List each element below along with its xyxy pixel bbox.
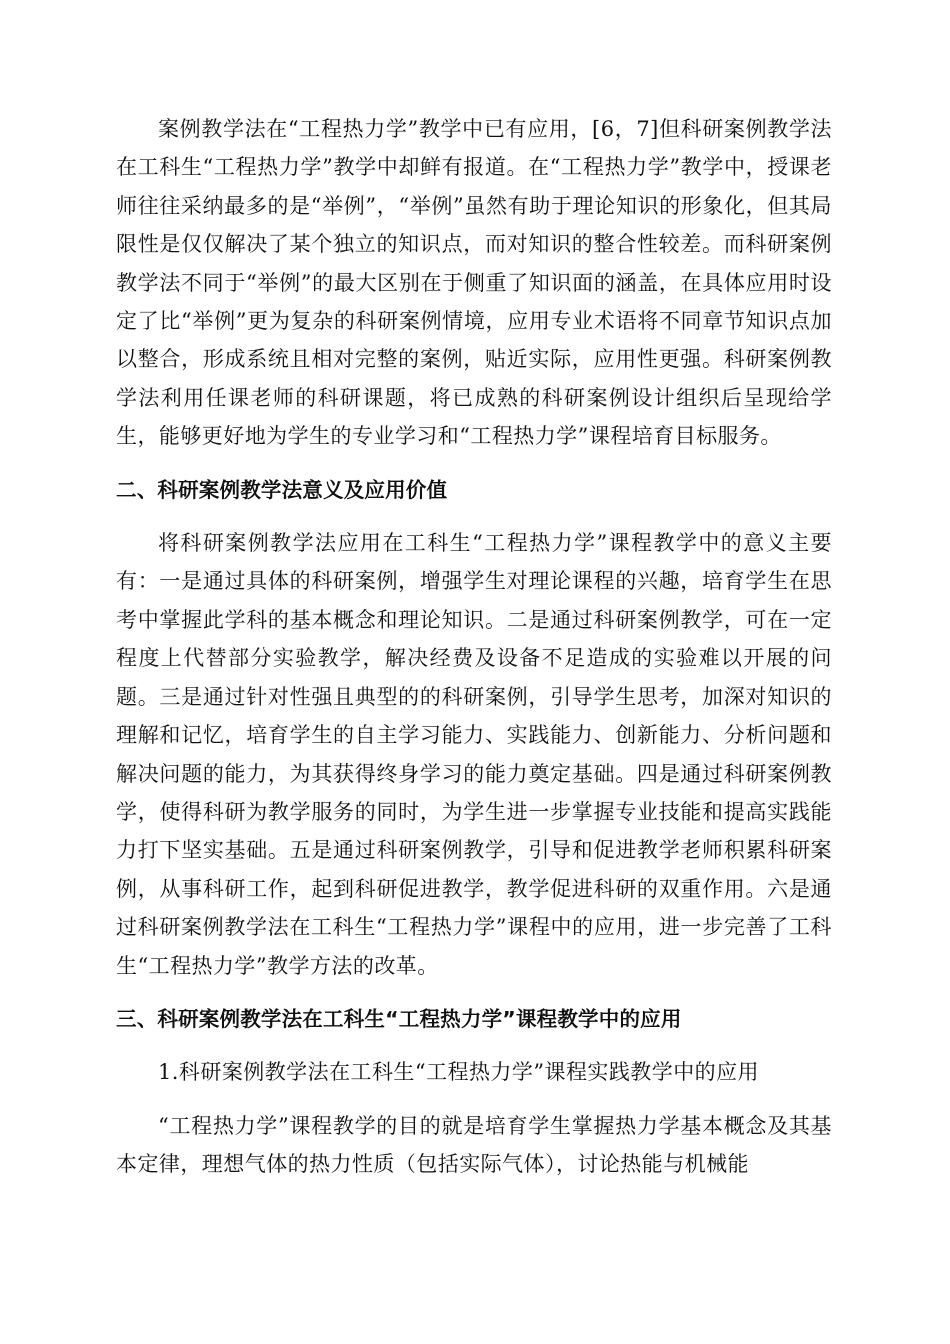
- document-body: [116, 110, 832, 1184]
- body-paragraph: 案例教学法在“工程热力学”教学中已有应用，[6，7]但科研案例教学法在工科生“工程热力学”教学中却鲜有报道。在“工程热力学”教学中，授课老师往往采纳最多的是“举例”，“举例”虽然有助于理论知识的形象化，但其局限性是仅仅解决了某个独立的知识点，而对知识的整合性较差。而科研案例教学法不同于“举例”的最大区别在于侧重了知识面的涵盖，在具体应用时设定了比“举例”更为复杂的科研案例情境，应用专业术语将不同章节知识点加以整合，形成系统且相对完整的案例，贴近实际，应用性更强。科研案例教学法利用任课老师的科研课题，将已成熟的科研案例设计组织后呈现给学生，能够更好地为学生的专业学习和“工程热力学”课程培育目标服务。: [116, 117, 832, 449]
- section-heading-3: 三、科研案例教学法在工科生“工程热力学”课程教学中的应用: [116, 1006, 682, 1031]
- body-paragraph: 将科研案例教学法应用在工科生“工程热力学”课程教学中的意义主要有：一是通过具体的科研案例，增强学生对理论课程的兴趣，培育学生在思考中掌握此学科的基本概念和理论知识。二是通过科研案例教学，可在一定程度上代替部分实验教学，解决经费及设备不足造成的实验难以开展的问题。三是通过针对性强且典型的的科研案例，引导学生思考，加深对知识的理解和记忆，培育学生的自主学习能力、实践能力、创新能力、分析问题和解决问题的能力，为其获得终身学习的能力奠定基础。四是通过科研案例教学，使得科研为教学服务的同时，为学生进一步掌握专业技能和提高实践能力打下坚实基础。五是通过科研案例教学，引导和促进教学老师积累科研案例，从事科研工作，起到科研促进教学，教学促进科研的双重作用。六是通过科研案例教学法在工科生“工程热力学”课程中的应用，进一步完善了工科生“工程热力学”教学方法的改革。: [116, 531, 832, 978]
- body-paragraph: “工程热力学”课程教学的目的就是培育学生掌握热力学基本概念及其基本定律，理想气体的热力性质（包括实际气体），讨论热能与机械能: [116, 1113, 832, 1177]
- subsection-heading: 1.科研案例教学法在工科生“工程热力学”课程实践教学中的应用: [158, 1060, 760, 1085]
- section-heading-2: 二、科研案例教学法意义及应用价值: [116, 477, 448, 502]
